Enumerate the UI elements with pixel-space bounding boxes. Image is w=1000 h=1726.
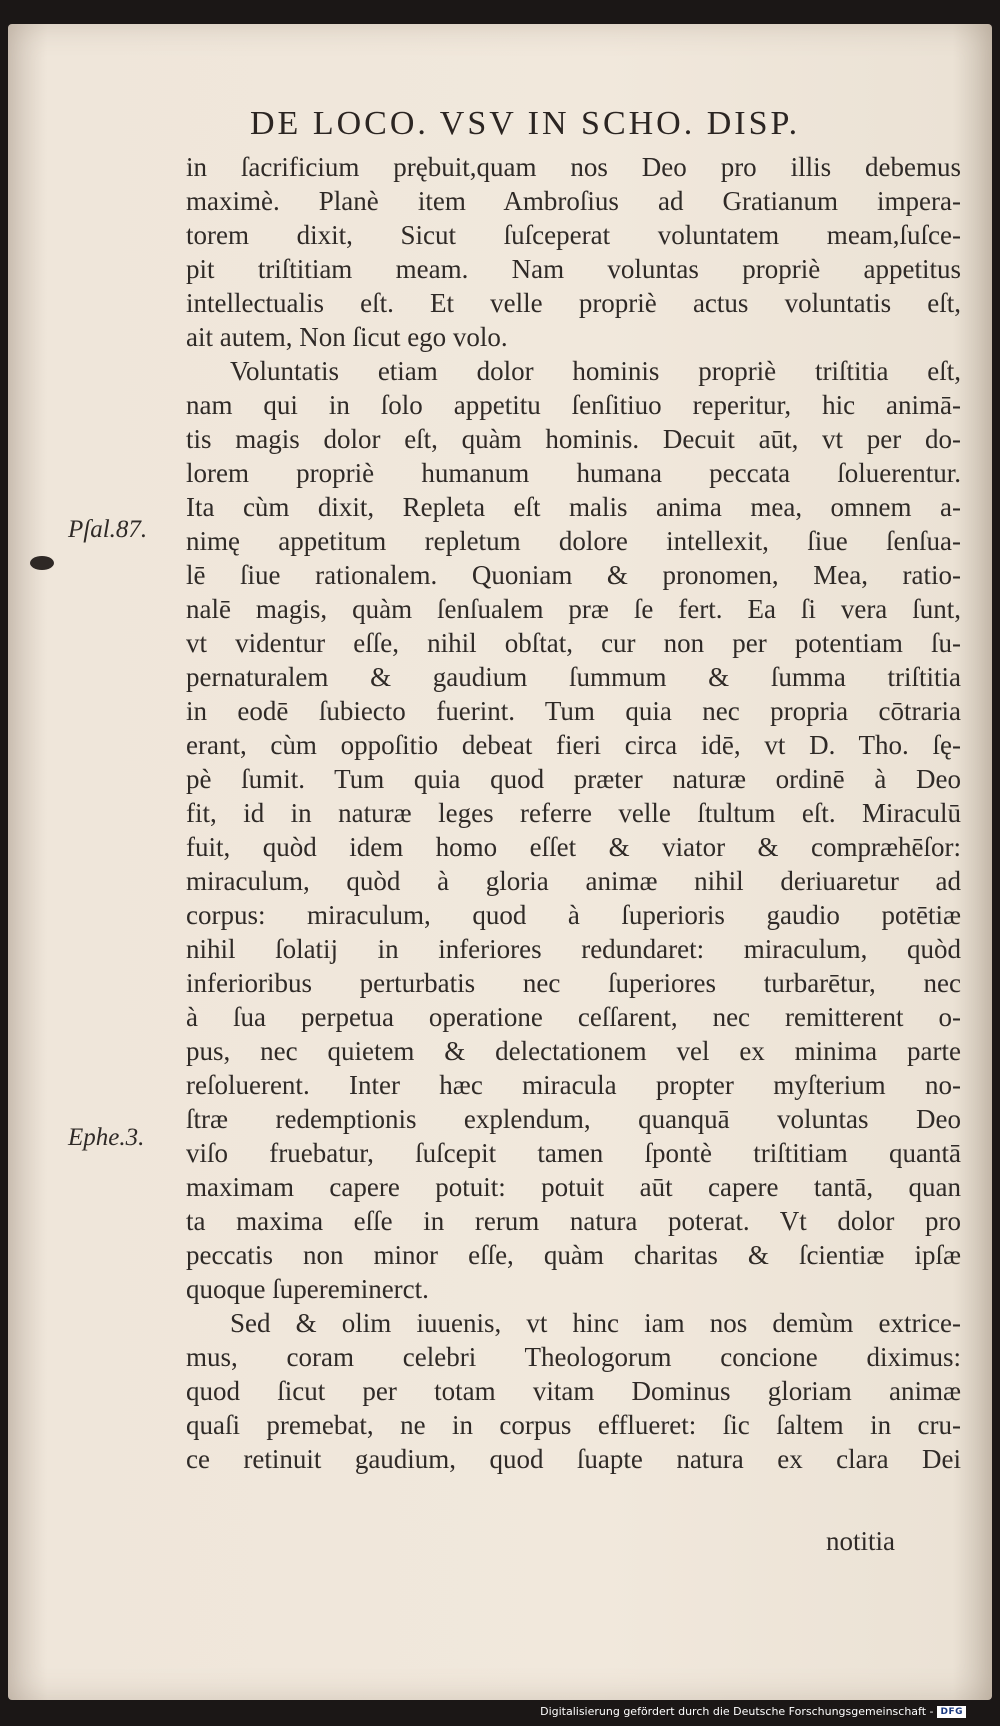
text-line: nam qui in ſolo appetitu ſenſitiuo reperitur, hic animā- [186, 390, 961, 420]
running-head: DE LOCO. VSV IN SCHO. DISP. [250, 105, 801, 142]
text-line: intellectualis eſt. Et velle propriè actus voluntatis eſt, [186, 288, 961, 318]
text-line: miraculum, quòd à gloria animæ nihil deriuaretur ad [186, 866, 961, 896]
text-line: ce retinuit gaudium, quod ſuapte natura ex clara Dei [186, 1444, 961, 1474]
text-line: corpus: miraculum, quod à ſuperioris gaudio potētiæ [186, 900, 961, 930]
text-line: torem dixit, Sicut ſuſceperat voluntatem meam,ſuſce- [186, 220, 961, 250]
text-line: reſoluerent. Inter hæc miracula propter myſterium no- [186, 1070, 961, 1100]
text-line: fuit, quòd idem homo eſſet & viator & compræhēſor: [186, 832, 961, 862]
text-line: nihil ſolatij in inferiores redundaret: miraculum, quòd [186, 934, 961, 964]
text-line: vt videntur eſſe, nihil obſtat, cur non per potentiam ſu- [186, 628, 961, 658]
text-line: maximè. Planè item Ambroſius ad Gratianum impera- [186, 186, 961, 216]
catchword: notitia [826, 1526, 895, 1556]
marginal-note-psalm: Pſal.87. [68, 516, 148, 543]
text-line: Ita cùm dixit, Repleta eſt malis anima mea, omnem a- [186, 492, 961, 522]
credit-text: Digitalisierung gefördert durch die Deutsche Forschungsgemeinschaft - [540, 1705, 934, 1718]
text-line: quoque ſupereminerct. [186, 1274, 429, 1304]
text-line: ſtræ redemptionis explendum, quanquā voluntas Deo [186, 1104, 961, 1134]
text-line: nalē magis, quàm ſenſualem præ ſe fert. Ea ſi vera ſunt, [186, 594, 961, 624]
text-line: lorem propriè humanum humana peccata ſoluerentur. [186, 458, 961, 488]
text-line: peccatis non minor eſſe, quàm charitas & ſcientiæ ipſæ [186, 1240, 961, 1270]
text-line: pit triſtitiam meam. Nam voluntas propriè appetitus [186, 254, 961, 284]
marginal-note-ephesians: Ephe.3. [68, 1124, 145, 1151]
text-line: in ſacrificium prębuit,quam nos Deo pro illis debemus [186, 152, 961, 182]
text-line: in eodē ſubiecto fuerint. Tum quia nec propria cōtraria [186, 696, 961, 726]
text-line: Voluntatis etiam dolor hominis propriè triſtitia eſt, [230, 356, 961, 386]
ink-blot [30, 556, 54, 570]
text-line: ait autem, Non ſicut ego volo. [186, 322, 508, 352]
text-line: pus, nec quietem & delectationem vel ex minima parte [186, 1036, 961, 1066]
text-line: tis magis dolor eſt, quàm hominis. Decuit aūt, vt per do- [186, 424, 961, 454]
text-line: Sed & olim iuuenis, vt hinc iam nos demùm extrice- [230, 1308, 961, 1338]
body-text [186, 150, 961, 1476]
text-line: maximam capere potuit: potuit aūt capere tantā, quan [186, 1172, 961, 1202]
text-line: fit, id in naturæ leges referre velle ſtultum eſt. Miraculū [186, 798, 961, 828]
text-line: inferioribus perturbatis nec ſuperiores turbarētur, nec [186, 968, 961, 998]
text-line: à ſua perpetua operatione ceſſarent, nec remitterent o- [186, 1002, 961, 1032]
text-line: viſo fruebatur, ſuſcepit tamen ſpontè triſtitiam quantā [186, 1138, 961, 1168]
text-line: pè ſumit. Tum quia quod præter naturæ ordinē à Deo [186, 764, 961, 794]
text-line: pernaturalem & gaudium ſummum & ſumma triſtitia [186, 662, 961, 692]
text-line: quaſi premebat, ne in corpus efflueret: ſic ſaltem in cru- [186, 1410, 961, 1440]
text-line: lē ſiue rationalem. Quoniam & pronomen, Mea, ratio- [186, 560, 961, 590]
text-line: ta maxima eſſe in rerum natura poterat. Vt dolor pro [186, 1206, 961, 1236]
text-line: quod ſicut per totam vitam Dominus gloriam animæ [186, 1376, 961, 1406]
dfg-logo: DFG [937, 1706, 966, 1718]
text-line: mus, coram celebri Theologorum concione diximus: [186, 1342, 961, 1372]
text-line: erant, cùm oppoſitio debeat fieri circa idē, vt D. Tho. ſę- [186, 730, 961, 760]
digitization-credit [540, 1705, 966, 1718]
text-line: nimę appetitum repletum dolore intellexit, ſiue ſenſua- [186, 526, 961, 556]
